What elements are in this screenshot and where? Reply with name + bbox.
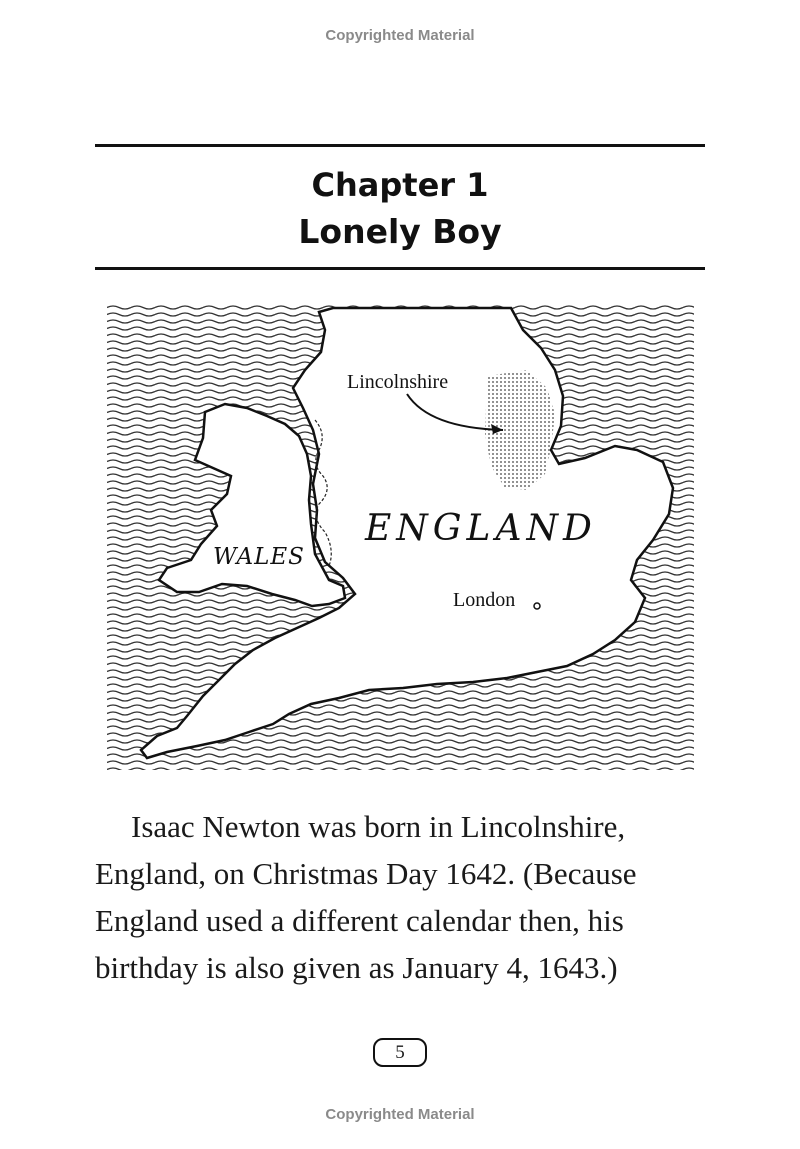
header-rule-bottom xyxy=(95,267,705,270)
body-line-1: Isaac Newton was born in Lincolnshire, xyxy=(131,809,626,844)
body-line-4: birthday is also given as January 4, 1643.) xyxy=(95,950,618,985)
body-line-3: England used a different calendar then, his xyxy=(95,903,624,938)
body-line-2: England, on Christmas Day 1642. (Because xyxy=(95,856,637,891)
map-label-lincolnshire: Lincolnshire xyxy=(347,371,449,393)
chapter-title: Lonely Boy xyxy=(298,212,502,251)
copyright-watermark-top: Copyrighted Material xyxy=(325,27,475,44)
header-rule-top xyxy=(95,144,705,147)
chapter-number: Chapter 1 xyxy=(311,166,489,204)
map-label-england: ENGLAND xyxy=(365,508,597,549)
map-label-wales: WALES xyxy=(213,544,305,570)
map-illustration xyxy=(107,304,694,770)
page-number: 5 xyxy=(373,1038,427,1067)
copyright-watermark-bottom: Copyrighted Material xyxy=(325,1106,475,1123)
map-label-london: London xyxy=(453,589,516,611)
